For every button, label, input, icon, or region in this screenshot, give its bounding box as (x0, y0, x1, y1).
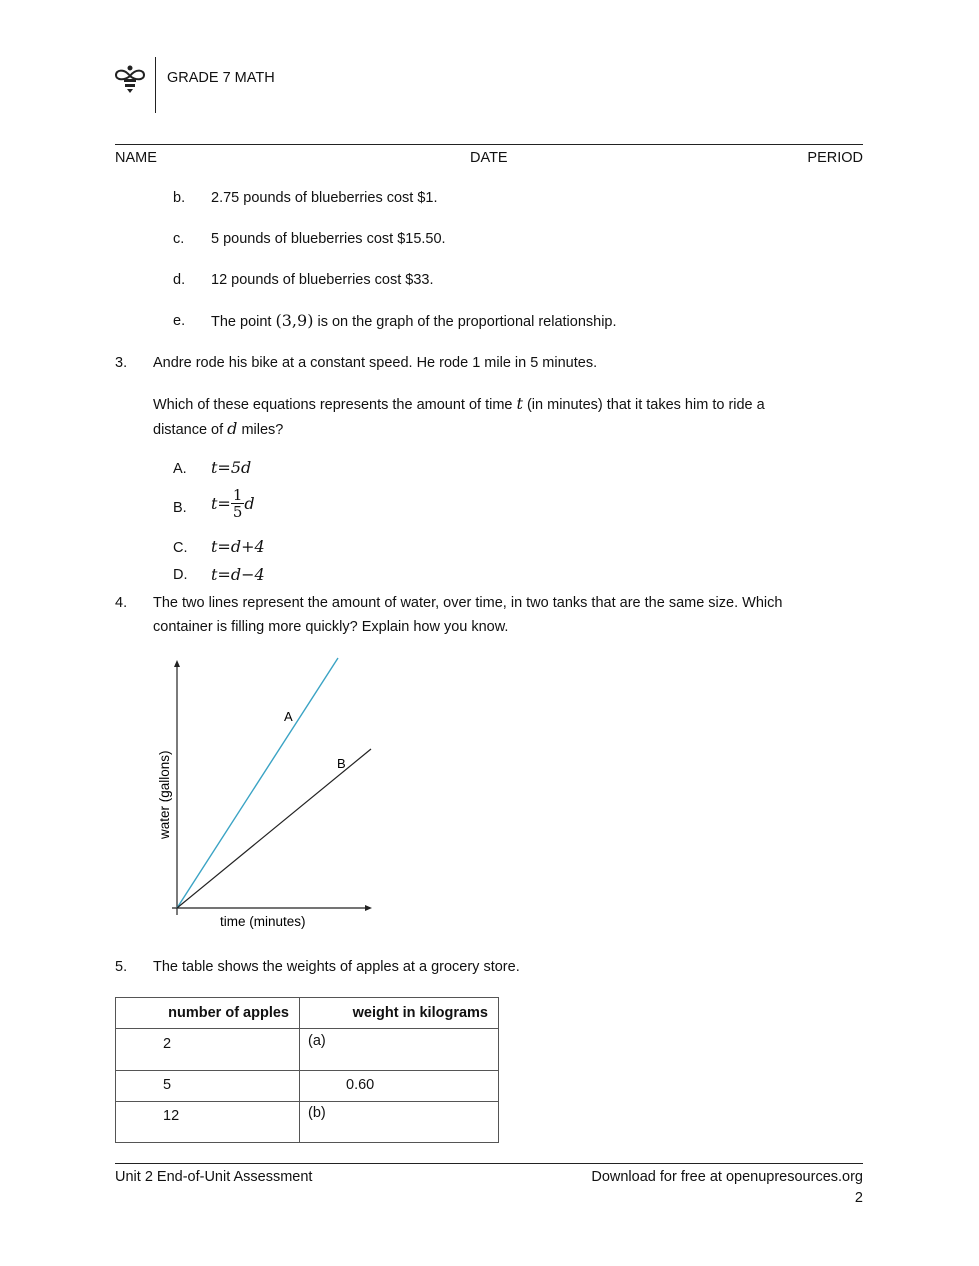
table-cell: (b) (300, 1102, 499, 1143)
item-letter: b. (173, 190, 186, 206)
x-axis-arrow-icon (365, 905, 372, 911)
page-number: 2 (854, 1190, 863, 1206)
period-label: PERIOD (807, 150, 863, 166)
option-letter: D. (173, 567, 188, 583)
table-cell: 2 (116, 1029, 300, 1071)
question-text: The two lines represent the amount of water, over time, in two tanks that are the same size. Which (153, 595, 783, 611)
item-text: The point (3,9) is on the graph of the proportional relationship. (211, 311, 617, 330)
table-cell: (a) (300, 1029, 499, 1071)
name-label: NAME (115, 150, 157, 166)
option-letter: B. (173, 500, 187, 516)
column-header: weight in kilograms (300, 998, 499, 1029)
item-letter: e. (173, 313, 186, 329)
table-cell: 5 (116, 1071, 300, 1102)
question-text: Andre rode his bike at a constant speed. He rode 1 mile in 5 minutes. (153, 355, 598, 371)
footer-unit: Unit 2 End-of-Unit Assessment (115, 1169, 313, 1185)
line-b-label: B (337, 756, 346, 771)
item-letter: c. (173, 231, 185, 247)
header-rule (115, 144, 863, 145)
y-axis-label: water (gallons) (157, 750, 172, 839)
option-equation: t=5d (211, 458, 252, 477)
item-text: 2.75 pounds of blueberries cost $1. (211, 190, 438, 206)
column-header: number of apples (116, 998, 300, 1029)
line-b (177, 749, 371, 908)
item-text: 5 pounds of blueberries cost $15.50. (211, 231, 446, 247)
option-equation: t= $\frac{1}{5}$ d (211, 486, 255, 521)
footer-rule (115, 1163, 863, 1164)
apples-table (115, 997, 499, 1143)
question-number: 5. (115, 959, 128, 975)
question-text: The table shows the weights of apples at a grocery store. (153, 959, 520, 975)
table-cell: 12 (116, 1102, 300, 1143)
question-number: 4. (115, 595, 128, 611)
line-a (177, 658, 338, 908)
option-letter: A. (173, 461, 187, 477)
table-cell: 0.60 (300, 1071, 499, 1102)
option-equation: t=d+4 (211, 537, 265, 556)
line-a-label: A (284, 709, 293, 724)
table-row (116, 1102, 499, 1143)
course-title: GRADE 7 MATH (167, 70, 275, 86)
table-header-row (116, 998, 499, 1029)
option-letter: C. (173, 540, 188, 556)
table-row (116, 1071, 499, 1102)
option-equation: t=d−4 (211, 565, 265, 584)
header-divider (155, 57, 156, 113)
bee-logo-icon (114, 64, 146, 96)
table-row (116, 1029, 499, 1071)
question-number: 3. (115, 355, 128, 371)
water-graph (150, 650, 390, 940)
x-axis-label: time (minutes) (220, 914, 306, 929)
item-letter: d. (173, 272, 186, 288)
date-label: DATE (470, 150, 508, 166)
item-text: 12 pounds of blueberries cost $33. (211, 272, 434, 288)
question-text-cont: container is filling more quickly? Explain how you know. (153, 619, 509, 635)
footer-download-link[interactable]: Download for free at openupresources.org (591, 1169, 863, 1185)
y-axis-arrow-icon (174, 660, 180, 667)
question-prompt: Which of these equations represents the amount of time t (in minutes) that it takes him to ride a (153, 394, 765, 413)
question-prompt-cont: distance of d miles? (153, 419, 284, 438)
